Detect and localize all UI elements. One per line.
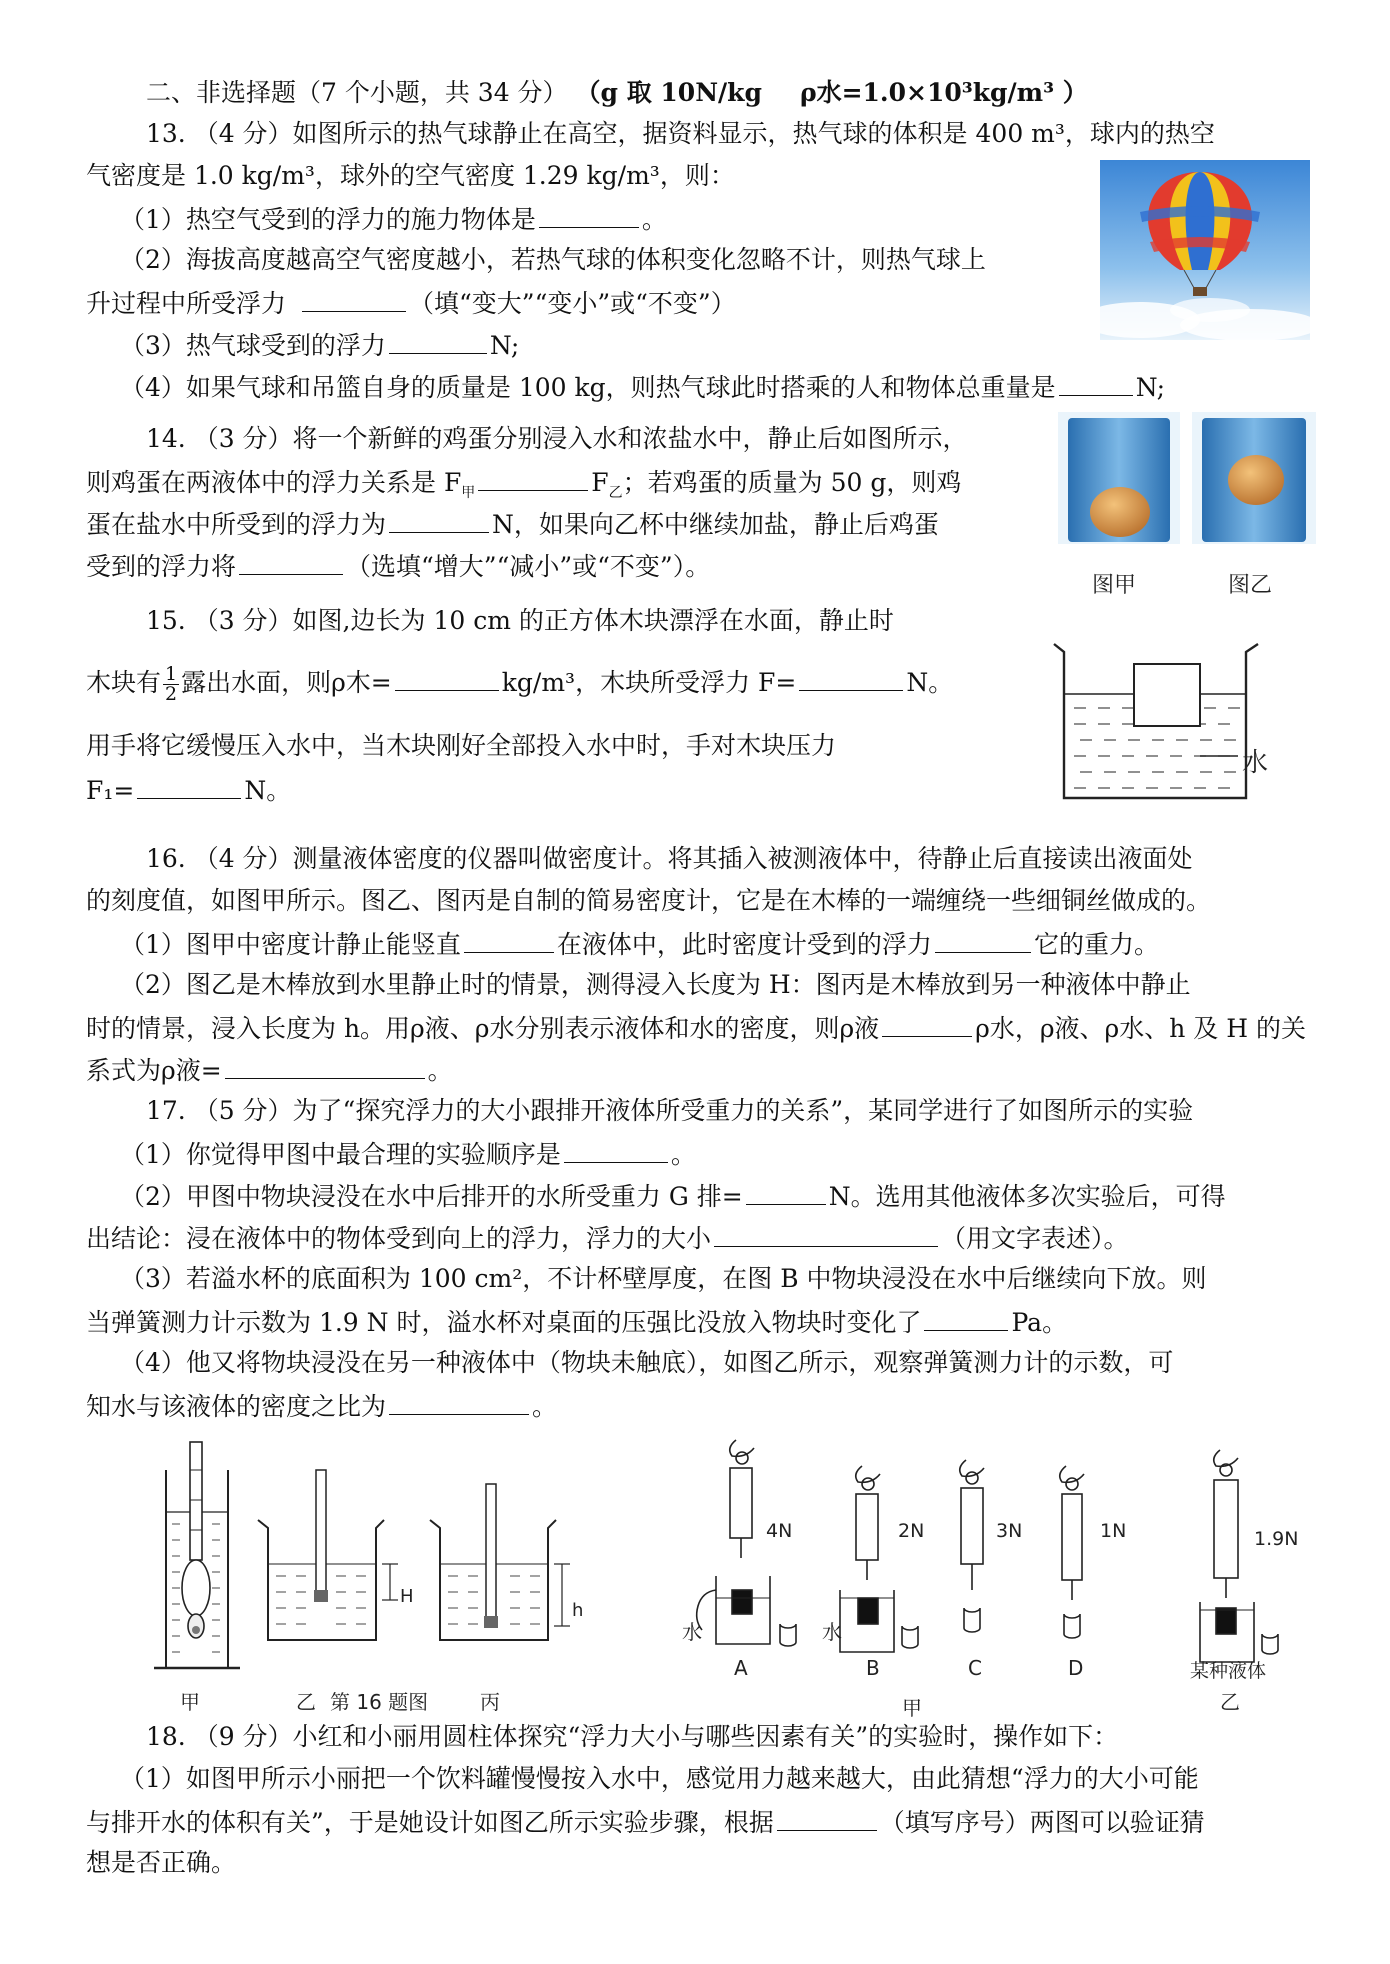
q13-part4	[120, 369, 1165, 405]
fig16-title: 第 16 题图	[330, 1690, 429, 1714]
answer-blank[interactable]	[302, 285, 406, 312]
q14-line1: 14. （3 分）将一个新鲜的鸡蛋分别浸入水和浓盐水中，静止后如图所示，	[146, 424, 968, 453]
q17-part1	[120, 1136, 696, 1172]
q17-p3-text: 当弹簧测力计示数为 1.9 N 时，溢水杯对桌面的压强比没放入物块时变化了	[86, 1308, 922, 1337]
section-title: 二、非选择题（7 个小题，共 34 分）	[146, 78, 568, 107]
answer-blank[interactable]	[395, 664, 499, 691]
q16-p1-text2: 在液体中，此时密度计受到的浮力	[556, 930, 932, 959]
answer-blank[interactable]	[746, 1178, 826, 1205]
height-label-H: H	[400, 1586, 414, 1607]
reading-A: 4N	[766, 1520, 793, 1542]
q16-part1	[120, 926, 1159, 962]
q17-line1: 17. （5 分）为了“探究浮力的大小跟排开液体所受重力的关系”，某同学进行了如图所示的实验	[146, 1096, 1194, 1125]
q17-part2	[120, 1178, 1226, 1214]
q13-part2: （2）海拔高度越高空气密度越小，若热气球的体积变化忽略不计，则热气球上	[120, 245, 986, 274]
q16-p2-text2: ρ水，ρ液、ρ水、h 及 H 的关	[975, 1014, 1306, 1043]
fraction-numerator: 1	[165, 663, 178, 685]
q17-p2-text3: 出结论：浸在液体中的物体受到向上的浮力，浮力的大小	[86, 1224, 712, 1253]
reading-C: 3N	[996, 1520, 1023, 1542]
q16-line1: 16. （4 分）测量液体密度的仪器叫做密度计。将其插入被测液体中，待静止后直接读出液面处	[146, 844, 1193, 873]
wood-block-beaker-figure	[1050, 638, 1290, 808]
q18-part1: （1）如图甲所示小丽把一个饮料罐慢慢按入水中，感觉用力越来越大，由此猜想“浮力的大小可能	[120, 1764, 1199, 1793]
q14-text3: 蛋在盐水中所受到的浮力为	[86, 510, 387, 539]
setup-D	[1060, 1466, 1084, 1638]
answer-blank[interactable]	[799, 664, 903, 691]
q14-text2: ；若鸡蛋的质量为 50 g，则鸡	[622, 468, 962, 497]
fig-label-yi: 图乙	[1228, 573, 1273, 598]
q17-p2-text4: （用文字表述）。	[941, 1224, 1129, 1253]
reading-liquid: 1.9N	[1254, 1528, 1299, 1550]
q16-p1-text3: 它的重力。	[1033, 930, 1159, 959]
given-rho: ρ水=1.0×10³kg/m³ ）	[799, 78, 1088, 107]
label-D: D	[1068, 1656, 1084, 1680]
fig-label-jia: 图甲	[1092, 573, 1137, 598]
fraction-denominator: 2	[165, 683, 178, 705]
label-C: C	[968, 1656, 982, 1680]
reading-B: 2N	[898, 1520, 925, 1542]
q16-formula-text: 系式为ρ液=	[86, 1056, 222, 1085]
fig16-label-yi: 乙	[296, 1690, 316, 1714]
subscript-jia: 甲	[461, 485, 476, 501]
q13-part1	[120, 201, 667, 237]
q13-p1-text: （1）热空气受到的浮力的施力物体是	[120, 205, 536, 234]
q15-line4	[86, 772, 291, 808]
q17-part3-cont	[86, 1304, 1067, 1340]
q18-part1-end: 想是否正确。	[86, 1848, 237, 1877]
answer-blank[interactable]	[225, 1052, 425, 1079]
q14-text4: 受到的浮力将	[86, 552, 237, 581]
water-label-A: 水	[682, 1620, 702, 1644]
subscript-yi: 乙	[608, 485, 623, 501]
setup-C	[960, 1460, 984, 1632]
answer-blank[interactable]	[389, 1388, 529, 1415]
q16-p1-text: （1）图甲中密度计静止能竖直	[120, 930, 461, 959]
label-B: B	[866, 1656, 880, 1680]
q17-p4-end: 。	[532, 1392, 558, 1421]
answer-blank[interactable]	[882, 1010, 972, 1037]
fig16-label-jia: 甲	[180, 1690, 200, 1714]
answer-blank[interactable]	[464, 926, 554, 953]
q18-line1: 18. （9 分）小红和小丽用圆柱体探究“浮力大小与哪些因素有关”的实验时，操作如下：	[146, 1722, 1119, 1751]
q16-p2-text: 时的情景，浸入长度为 h。用ρ液、ρ水分别表示液体和水的密度，则ρ液	[86, 1014, 880, 1043]
q13-line2: 气密度是 1.0 kg/m³，球外的空气密度 1.29 kg/m³，则：	[86, 161, 735, 190]
q15-text: 木块有	[86, 668, 162, 697]
q13-p1-end: 。	[641, 205, 667, 234]
answer-blank[interactable]	[1059, 369, 1133, 396]
q16-line2: 的刻度值，如图甲所示。图乙、图丙是自制的简易密度计，它是在木棒的一端缠绕一些细铜丝做成的。	[86, 886, 1212, 915]
q17-p3-unit: Pa。	[1011, 1308, 1068, 1337]
fraction-half	[163, 665, 179, 704]
q17-p4-text: 知水与该液体的密度之比为	[86, 1392, 387, 1421]
q17-part4: （4）他又将物块浸没在另一种液体中（物块未触底），如图乙所示，观察弹簧测力计的示数，可	[120, 1348, 1174, 1377]
q15-line2	[86, 664, 953, 704]
q17-part4-cont	[86, 1388, 557, 1424]
q17-p1-end: 。	[670, 1140, 696, 1169]
water-label: 水	[1242, 748, 1269, 778]
q13-p4-text: （4）如果气球和吊篮自身的质量是 100 kg，则热气球此时搭乘的人和物体总重量是	[120, 373, 1056, 402]
q16-part2-formula	[86, 1052, 453, 1088]
q16-end: 。	[427, 1056, 453, 1085]
answer-blank[interactable]	[924, 1304, 1008, 1331]
q16-part2-cont	[86, 1010, 1306, 1046]
q14-line3	[86, 506, 939, 542]
q18-p1-text: 与排开水的体积有关”，于是她设计如图乙所示实验步骤，根据	[86, 1808, 774, 1837]
q14-text3b: N，如果向乙杯中继续加盐，静止后鸡蛋	[492, 510, 939, 539]
q15-text2: 露出水面，则ρ木=	[181, 668, 392, 697]
fig16-label-bing: 丙	[480, 1690, 500, 1714]
answer-blank[interactable]	[389, 327, 487, 354]
q14-text4b: （选填“增大”“减小”或“不变”）。	[346, 552, 711, 581]
figure-16-hydrometers	[150, 1440, 630, 1710]
other-liquid-label: 某种液体	[1190, 1660, 1267, 1682]
answer-blank[interactable]	[777, 1804, 877, 1831]
q15-text3: kg/m³，木块所受浮力 F=	[501, 668, 797, 697]
egg-in-liquids-image	[1058, 412, 1316, 544]
answer-blank[interactable]	[539, 201, 639, 228]
setup-B	[840, 1466, 918, 1652]
label-A: A	[734, 1656, 748, 1680]
beaker-yi	[258, 1470, 398, 1640]
answer-blank[interactable]	[239, 548, 343, 575]
q15-f1: F₁=	[86, 776, 135, 805]
q15-unit: N。	[244, 776, 292, 805]
graduated-cylinder	[154, 1442, 240, 1668]
q13-part3	[120, 327, 519, 363]
q15-line1: 15. （3 分）如图,边长为 10 cm 的正方体木块漂浮在水面，静止时	[146, 606, 894, 635]
answer-blank[interactable]	[137, 772, 241, 799]
q15-text4: N。	[906, 668, 954, 697]
answer-blank[interactable]	[389, 506, 489, 533]
answer-blank[interactable]	[478, 464, 588, 491]
q13-p2-text: 升过程中所受浮力	[86, 289, 287, 318]
answer-blank[interactable]	[564, 1136, 668, 1163]
q14-text: 则鸡蛋在两液体中的浮力关系是 F	[86, 468, 462, 497]
hot-air-balloon-image	[1100, 160, 1310, 340]
q14-line2	[86, 464, 961, 500]
beaker-bing	[430, 1484, 570, 1640]
answer-blank[interactable]	[714, 1220, 938, 1247]
q13-line1: 13. （4 分）如图所示的热气球静止在高空，据资料显示，热气球的体积是 400 m³，球内的热空	[146, 119, 1215, 148]
setup-liquid	[1200, 1450, 1278, 1662]
q16-part2: （2）图乙是木棒放到水里静止时的情景，测得浸入长度为 H：图丙是木棒放到另一种液体中静止	[120, 970, 1191, 999]
reading-D: 1N	[1100, 1520, 1127, 1542]
q13-p3-text: （3）热气球受到的浮力	[120, 331, 386, 360]
section-header	[146, 76, 1088, 110]
q17-part2-cont	[86, 1220, 1129, 1256]
q13-p3-unit: N;	[489, 331, 520, 360]
fig17-label-jia: 甲	[902, 1696, 922, 1720]
q17-p2-text: （2）甲图中物块浸没在水中后排开的水所受重力 G 排=	[120, 1182, 743, 1211]
q13-part2-cont	[86, 285, 736, 321]
q17-part3: （3）若溢水杯的底面积为 100 cm²，不计杯壁厚度，在图 B 中物块浸没在水中后继续向下放。则	[120, 1264, 1207, 1293]
setup-A	[697, 1440, 796, 1646]
answer-blank[interactable]	[935, 926, 1031, 953]
q18-p1-text2: （填写序号）两图可以验证猜	[879, 1808, 1205, 1837]
q18-part1-cont	[86, 1804, 1205, 1840]
given-g: （g 取 10N/kg	[575, 78, 762, 107]
height-label-h: h	[572, 1600, 584, 1621]
water-label-B: 水	[822, 1620, 842, 1644]
q13-p2-hint: （填“变大”“变小”或“不变”）	[409, 289, 736, 318]
q15-line3: 用手将它缓慢压入水中，当木块刚好全部投入水中时，手对木块压力	[86, 731, 837, 760]
q14-f: F	[591, 468, 609, 497]
q17-p2-text2: N。选用其他液体多次实验后，可得	[828, 1182, 1226, 1211]
q14-line4	[86, 548, 710, 584]
fig17-label-yi: 乙	[1220, 1690, 1240, 1714]
q13-p4-unit: N;	[1135, 373, 1166, 402]
q17-p1-text: （1）你觉得甲图中最合理的实验顺序是	[120, 1140, 561, 1169]
